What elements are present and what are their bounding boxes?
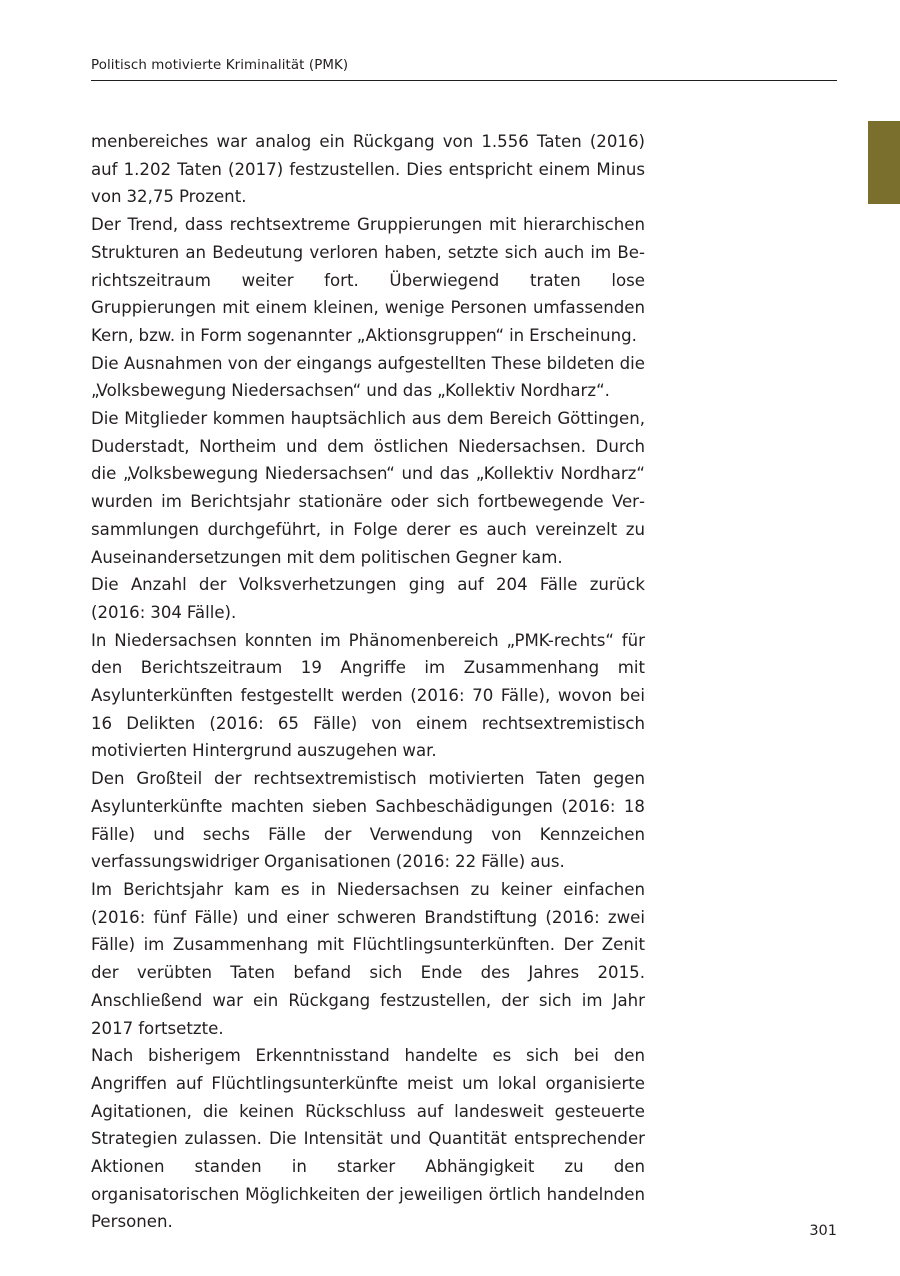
paragraph: Die Anzahl der Volksverhetzungen ging auf 204 Fälle zurück (2016: 304 Fälle).: [91, 575, 645, 622]
paragraph: Nach bisherigem Erkenntnisstand handelte es sich bei den Angriffen auf Flüchtlingsunterkünfte meist um lokal organisierte Agitationen, die keinen Rückschluss auf landesweit gesteuerte Strategien zulassen. Die Intensität und Quantität entsprechender Aktionen standen in starker Abhängigkeit zu den organisatorischen Möglichkeiten der jeweiligen örtlich handelnden Personen.: [91, 1046, 645, 1232]
paragraph: menbereiches war analog ein Rückgang von 1.556 Taten (2016) auf 1.202 Taten (2017) festzustellen. Dies entspricht einem Minus von 32,75 Prozent.: [91, 132, 645, 207]
header-rule: [91, 80, 837, 81]
page-number: 301: [809, 1223, 837, 1239]
paragraph: Im Berichtsjahr kam es in Niedersachsen zu keiner einfachen (2016: fünf Fälle) und einer schweren Brandstiftung (2016: zwei Fälle) im Zusammenhang mit Flüchtlingsunterkünften. Der Zenit der verübten Taten befand sich Ende des Jahres 2015. Anschließend war ein Rückgang festzustellen, der sich im Jahr 2017 fortsetzte.: [91, 879, 645, 1038]
body-text: [91, 128, 645, 1236]
paragraph: Der Trend, dass rechtsextreme Gruppierungen mit hierarchischen Strukturen an Bedeutung verloren haben, setzte sich auch im Berichtszeitraum weiter fort. Überwiegend traten lose Gruppierungen mit einem kleinen, wenige Personen umfassenden Kern, bzw. in Form sogenannter „Aktionsgruppen“ in Erscheinung.: [91, 215, 645, 345]
paragraph: Den Großteil der rechtsextremistisch motivierten Taten gegen Asylunterkünfte machten sieben Sachbeschädigungen (2016: 18 Fälle) und sechs Fälle der Verwendung von Kennzeichen verfassungswidriger Organisationen (2016: 22 Fälle) aus.: [91, 769, 645, 872]
running-header: Politisch motivierte Kriminalität (PMK): [91, 58, 349, 73]
paragraph: In Niedersachsen konnten im Phänomenbereich „PMK-rechts“ für den Berichtszeitraum 19 Angriffe im Zusammenhang mit Asylunterkünften festgestellt werden (2016: 70 Fälle), wovon bei 16 Delikten (2016: 65 Fälle) von einem rechtsextremistisch motivierten Hintergrund auszugehen war.: [91, 630, 645, 761]
paragraph: Die Mitglieder kommen hauptsächlich aus dem Bereich Göttingen, Duderstadt, Northeim und dem östlichen Niedersachsen. Durch die „Volksbewegung Niedersachsen“ und das „Kollektiv Nordharz“ wurden im Berichtsjahr stationäre oder sich fortbewegende Versammlungen durchgeführt, in Folge derer es auch vereinzelt zu Auseinandersetzungen mit dem politischen Gegner kam.: [91, 409, 645, 567]
chapter-side-tab: [868, 121, 900, 204]
paragraph: Die Ausnahmen von der eingangs aufgestellten These bildeten die „Volksbewegung Niedersachsen“ und das „Kollektiv Nordharz“.: [91, 353, 645, 401]
